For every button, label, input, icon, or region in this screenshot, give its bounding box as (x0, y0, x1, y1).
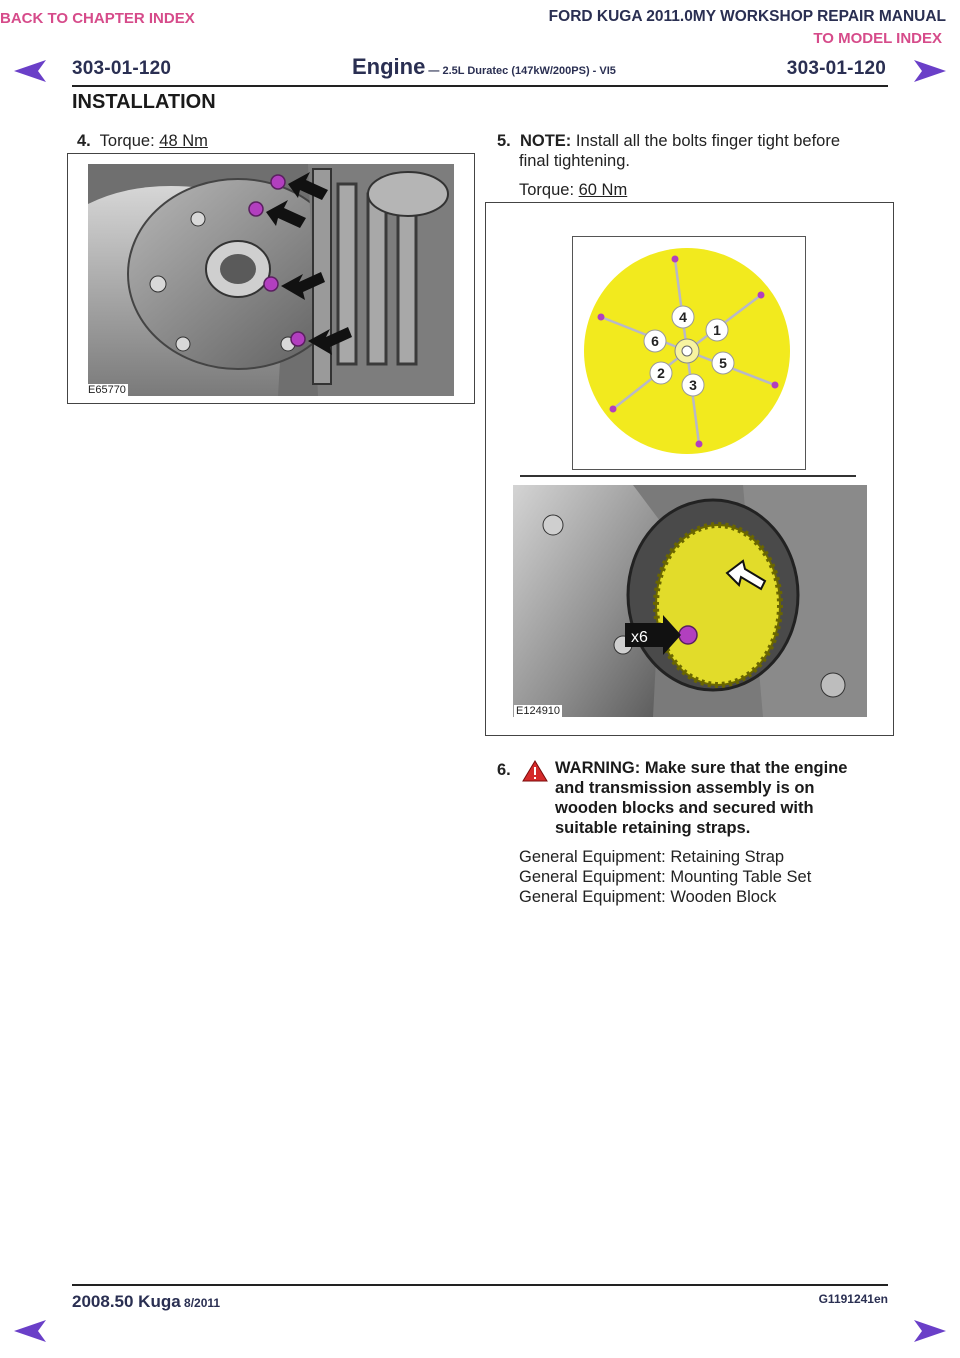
figure-e124910-frame (485, 202, 894, 736)
figure-divider (520, 475, 856, 477)
seq-label-6: 6 (651, 333, 659, 349)
back-arrow-icon[interactable] (12, 1318, 48, 1344)
step-6-number: 6. (497, 761, 511, 779)
step-5-note-cont: final tightening. (519, 152, 630, 170)
footer-model: 2008.50 Kuga 8/2011 (72, 1292, 221, 1311)
step-5-torque: Torque: 60 Nm (519, 181, 628, 199)
figure-e65770-frame (67, 153, 475, 404)
seq-label-4: 4 (679, 309, 687, 325)
flywheel-install-illustration (513, 485, 867, 717)
equipment-item: General Equipment: Wooden Block (519, 888, 777, 906)
warning-triangle-icon (522, 760, 548, 782)
forward-arrow-icon[interactable] (912, 1318, 948, 1344)
figure-id-e124910: E124910 (516, 705, 561, 717)
to-model-index-link[interactable]: TO MODEL INDEX (813, 30, 942, 47)
step-6-equipment-list (519, 847, 811, 907)
footer-rule (72, 1284, 888, 1286)
torque-60-link[interactable]: 60 Nm (578, 181, 628, 199)
step-4-text: 4. Torque: 48 Nm (77, 132, 208, 150)
section-heading: INSTALLATION (72, 91, 216, 113)
page-number-left: 303-01-120 (72, 58, 172, 79)
bolt-count-callout: x6 (631, 629, 648, 646)
seq-label-3: 3 (689, 377, 697, 393)
seq-label-1: 1 (713, 322, 721, 338)
section-title: Engine — 2.5L Duratec (147kW/200PS) - VI5 (352, 54, 616, 79)
seq-label-5: 5 (719, 355, 727, 371)
back-to-chapter-index-link[interactable]: BACK TO CHAPTER INDEX (0, 10, 195, 27)
figure-id-e65770: E65770 (88, 384, 126, 396)
step-5-note: 5. NOTE: Install all the bolts finger tight before (497, 132, 841, 150)
equipment-item: General Equipment: Retaining Strap (519, 848, 785, 866)
header-rule (72, 85, 888, 87)
equipment-item: General Equipment: Mounting Table Set (519, 868, 812, 886)
footer-doc-id: G1191241en (818, 1292, 888, 1306)
flywheel-sequence-svg (573, 237, 805, 469)
page-number-right: 303-01-120 (786, 58, 886, 79)
step-6-warning: WARNING: Make sure that the engine and transmission assembly is on wooden blocks and secured with suitable retaining straps. (555, 759, 848, 837)
torque-48-link[interactable]: 48 Nm (159, 132, 208, 150)
back-arrow-icon[interactable] (12, 58, 48, 84)
manual-title: FORD KUGA 2011.0MY WORKSHOP REPAIR MANUAL (548, 8, 946, 25)
tightening-sequence-diagram (572, 236, 806, 470)
transmission-bolts-illustration (88, 164, 454, 396)
forward-arrow-icon[interactable] (912, 58, 948, 84)
seq-label-2: 2 (657, 365, 665, 381)
